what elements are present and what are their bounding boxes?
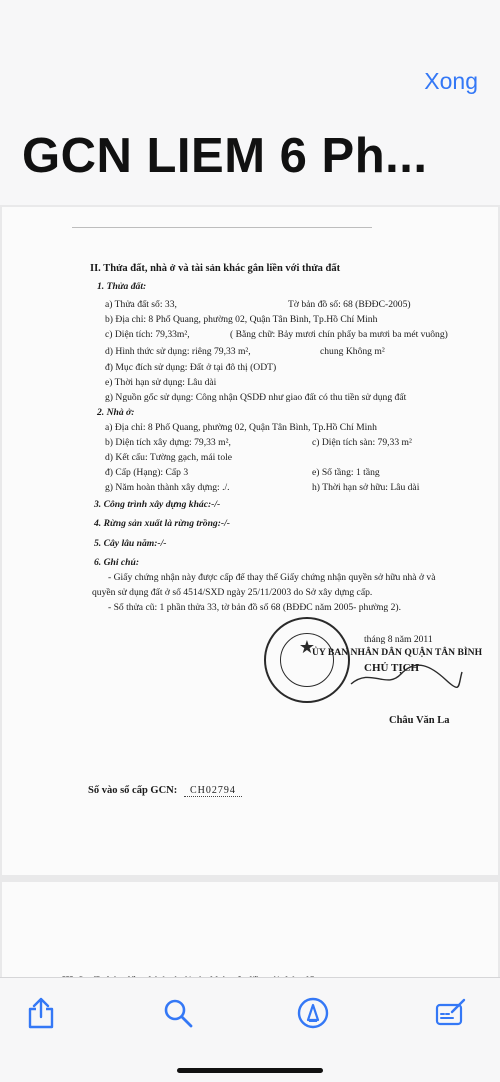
section-other-works: 3. Công trình xây dựng khác:-/- (94, 499, 221, 510)
bottom-toolbar (0, 977, 500, 1082)
land-term: e) Thời hạn sử dụng: Lâu dài (105, 377, 217, 388)
search-icon[interactable] (161, 996, 195, 1030)
land-origin: g) Nguồn gốc sử dụng: Công nhận QSDĐ như giao đất có thu tiền sử dụng đất (105, 392, 407, 403)
land-area: c) Diện tích: 79,33m², (105, 329, 190, 340)
home-indicator (177, 1068, 323, 1073)
land-heading: 1. Thửa đất: (97, 281, 147, 292)
note-line-3: - Số thửa cũ: 1 phần thửa 33, tờ bản đồ số 68 (BĐĐC năm 2005- phường 2). (108, 602, 402, 613)
registry-value: CH02794 (184, 785, 242, 797)
house-floors: e) Số tầng: 1 tầng (312, 467, 380, 478)
section-title: II. Thửa đất, nhà ở và tài sản khác gắn liền với thửa đất (90, 263, 341, 274)
house-floor-area: c) Diện tích sàn: 79,33 m² (312, 437, 412, 448)
share-icon[interactable] (24, 996, 58, 1030)
signature-mark (346, 662, 466, 692)
house-completion-year: g) Năm hoàn thành xây dựng: ./. (105, 482, 230, 493)
house-build-area: b) Diện tích xây dựng: 79,33 m², (105, 437, 231, 448)
markup-icon[interactable] (296, 996, 330, 1030)
note-line-2: quyền sử dụng đất ở số 4514/SXD ngày 25/11/2003 do Sở xây dựng cấp. (92, 587, 373, 598)
document-title: GCN LIEM 6 Ph... (22, 129, 428, 183)
land-usage-shared: chung Không m² (320, 346, 385, 357)
section-forest: 4. Rừng sản xuất là rừng trồng:-/- (94, 518, 230, 529)
scan-artifact (72, 227, 372, 228)
registry-label: Số vào sổ cấp GCN: (88, 785, 178, 796)
chairman-title: CHỦ TỊCH (364, 662, 420, 674)
section-notes: 6. Ghi chú: (94, 557, 140, 568)
note-line-1: - Giấy chứng nhận này được cấp để thay thế Giấy chứng nhận quyền sở hữu nhà ở và (108, 572, 436, 583)
land-map-sheet: Tờ bản đồ số: 68 (BĐĐC-2005) (288, 299, 411, 310)
top-bar (0, 0, 500, 205)
land-area-words: ( Bằng chữ: Bảy mươi chín phẩy ba mươi ba mét vuông) (230, 329, 448, 340)
house-ownership-term: h) Thời hạn sở hữu: Lâu dài (312, 482, 420, 493)
land-address: b) Địa chỉ: 8 Phố Quang, phường 02, Quận Tân Bình, Tp.Hồ Chí Minh (105, 314, 378, 325)
document-page-1 (2, 207, 498, 875)
land-plot-number: a) Thửa đất số: 33, (105, 299, 177, 310)
house-grade: đ) Cấp (Hạng): Cấp 3 (105, 467, 189, 478)
section-perennial: 5. Cây lâu năm:-/- (94, 538, 167, 549)
house-heading: 2. Nhà ở: (97, 407, 135, 418)
land-usage-form: d) Hình thức sử dụng: riêng 79,33 m², (105, 346, 251, 357)
annotate-icon[interactable] (434, 996, 468, 1030)
land-purpose: đ) Mục đích sử dụng: Đất ở tại đô thị (ODT) (105, 362, 277, 373)
official-seal: ★ (264, 617, 350, 703)
done-button[interactable]: Xong (424, 68, 478, 94)
document-viewer[interactable] (0, 205, 500, 977)
house-address: a) Địa chỉ: 8 Phố Quang, phường 02, Quận Tân Bình, Tp.Hồ Chí Minh (105, 422, 377, 433)
issuing-authority: ỦY BAN NHÂN DÂN QUẬN TÂN BÌNH (312, 647, 483, 658)
signer-name: Châu Văn La (389, 715, 450, 726)
house-structure: d) Kết cấu: Tường gạch, mái tole (105, 452, 233, 463)
issue-date: tháng 8 năm 2011 (364, 634, 433, 645)
